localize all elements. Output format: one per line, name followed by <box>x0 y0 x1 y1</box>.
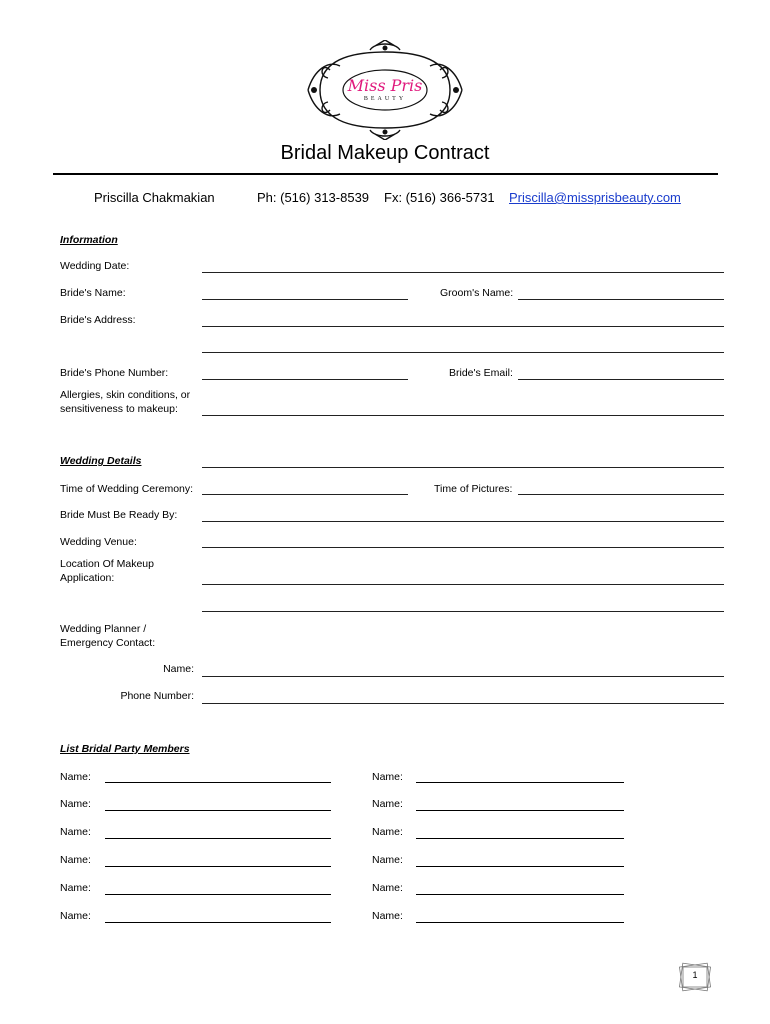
contact-name: Priscilla Chakmakian <box>94 190 215 205</box>
contact-fax: Fx: (516) 366-5731 <box>384 190 495 205</box>
party-name-field[interactable] <box>105 810 331 811</box>
location-field-2[interactable] <box>202 611 724 612</box>
party-name-field[interactable] <box>105 838 331 839</box>
brides-email-label: Bride's Email: <box>449 367 513 379</box>
pictures-time-field[interactable] <box>518 494 724 495</box>
party-name-label: Name: <box>372 771 403 783</box>
ready-by-field[interactable] <box>202 521 724 522</box>
party-name-label: Name: <box>60 854 91 866</box>
venue-field[interactable] <box>202 547 724 548</box>
brides-name-field[interactable] <box>202 299 408 300</box>
logo-script-text: Miss Pris <box>347 76 423 95</box>
party-name-field[interactable] <box>416 866 624 867</box>
page-number: 1 <box>692 970 698 980</box>
party-name-label: Name: <box>372 826 403 838</box>
party-name-field[interactable] <box>105 866 331 867</box>
page-title: Bridal Makeup Contract <box>280 142 490 164</box>
party-name-label: Name: <box>372 798 403 810</box>
party-name-field[interactable] <box>416 894 624 895</box>
venue-label: Wedding Venue: <box>60 536 137 548</box>
party-name-field[interactable] <box>105 782 331 783</box>
party-name-label: Name: <box>60 882 91 894</box>
ready-by-label: Bride Must Be Ready By: <box>60 509 178 521</box>
party-name-label: Name: <box>372 882 403 894</box>
planner-phone-label: Phone Number: <box>120 690 194 702</box>
brides-name-label: Bride's Name: <box>60 287 126 299</box>
wedding-details-heading: Wedding Details <box>60 455 142 467</box>
location-field-1[interactable] <box>202 584 724 585</box>
planner-name-field[interactable] <box>202 676 724 677</box>
party-name-field[interactable] <box>416 838 624 839</box>
planner-phone-field[interactable] <box>202 703 724 704</box>
party-name-field[interactable] <box>416 922 624 923</box>
pictures-time-label: Time of Pictures: <box>434 483 513 495</box>
allergies-label: Allergies, skin conditions, or sensitiveness to makeup: <box>60 389 191 415</box>
brides-phone-label: Bride's Phone Number: <box>60 367 169 379</box>
brides-address-label: Bride's Address: <box>60 314 136 326</box>
logo-sub-text: BEAUTY <box>363 96 407 102</box>
party-name-label: Name: <box>60 826 91 838</box>
bridal-party-heading: List Bridal Party Members <box>60 743 190 755</box>
wedding-date-field[interactable] <box>202 272 724 273</box>
brides-address-field-1[interactable] <box>202 326 724 327</box>
grooms-name-label: Groom's Name: <box>440 287 514 299</box>
ceremony-time-label: Time of Wedding Ceremony: <box>60 483 194 495</box>
party-name-label: Name: <box>372 910 403 922</box>
ceremony-time-field[interactable] <box>202 494 408 495</box>
wedding-date-label: Wedding Date: <box>60 260 130 272</box>
brides-phone-field[interactable] <box>202 379 408 380</box>
grooms-name-field[interactable] <box>518 299 724 300</box>
party-name-field[interactable] <box>105 894 331 895</box>
planner-label: Wedding Planner / Emergency Contact: <box>60 623 156 649</box>
information-heading: Information <box>60 234 118 246</box>
title-divider <box>53 173 718 175</box>
contact-email-link[interactable]: Priscilla@missprisbeauty.com <box>509 190 681 205</box>
party-name-label: Name: <box>60 910 91 922</box>
party-name-label: Name: <box>60 771 91 783</box>
planner-name-label: Name: <box>163 663 194 675</box>
party-name-field[interactable] <box>105 922 331 923</box>
party-name-field[interactable] <box>416 782 624 783</box>
page-number-badge <box>675 962 715 992</box>
party-name-label: Name: <box>372 854 403 866</box>
wedding-details-field[interactable] <box>202 467 724 468</box>
contact-phone: Ph: (516) 313-8539 <box>257 190 370 205</box>
location-label: Location Of Makeup Application: <box>60 558 154 584</box>
brides-address-field-2[interactable] <box>202 352 724 353</box>
brides-email-field[interactable] <box>518 379 724 380</box>
allergies-field[interactable] <box>202 415 724 416</box>
party-name-field[interactable] <box>416 810 624 811</box>
logo <box>300 40 470 140</box>
party-name-label: Name: <box>60 798 91 810</box>
